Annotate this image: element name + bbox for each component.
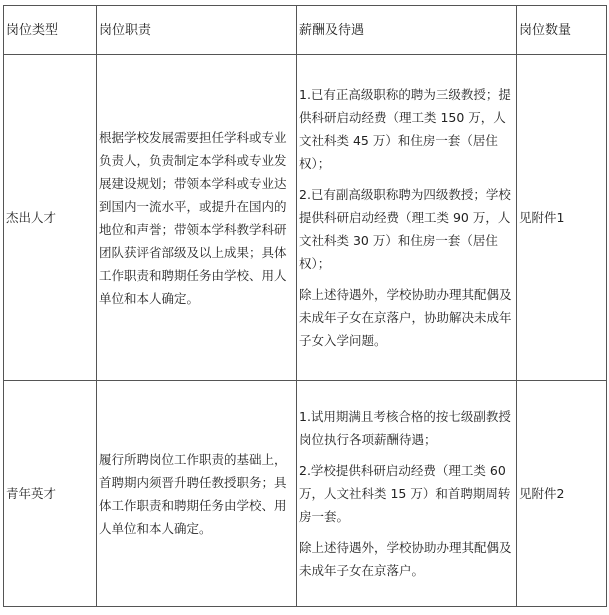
position-type-cell: 杰出人才 <box>4 55 97 381</box>
header-position-type: 岗位类型 <box>4 6 97 55</box>
benefit-item: 2.已有副高级职称聘为四级教授；学校提供科研启动经费（理工类 90 万，人文社科类 30 万）和住房一套（居住权）； <box>299 187 511 271</box>
position-type-cell: 青年英才 <box>4 381 97 607</box>
position-duty-cell: 根据学校发展需要担任学科或专业负责人，负责制定本学科或专业发展建设规划；带领本学科或专业达到国内一流水平，或提升在国内的地位和声誉；带领本学科教学科研团队获评省部级及以上成果；具体工作职责和聘期任务由学校、用人单位和本人确定。 <box>97 55 297 381</box>
benefit-item: 除上述待遇外，学校协助办理其配偶及未成年子女在京落户，协助解决未成年子女入学问题。 <box>299 287 512 348</box>
position-count-cell: 见附件1 <box>517 55 607 381</box>
table-row <box>4 381 607 607</box>
header-position-duty: 岗位职责 <box>97 6 297 55</box>
benefit-item: 1.试用期满且考核合格的按七级副教授岗位执行各项薪酬待遇； <box>299 409 511 447</box>
benefit-item: 1.已有正高级职称的聘为三级教授；提供科研启动经费（理工类 150 万，人文社科类 45 万）和住房一套（居住权）； <box>299 87 511 171</box>
benefits-cell <box>297 381 517 607</box>
header-salary-benefits: 薪酬及待遇 <box>297 6 517 55</box>
benefits-cell <box>297 55 517 381</box>
position-duty-cell: 履行所聘岗位工作职责的基础上，首聘期内须晋升聘任教授职务；具体工作职责和聘期任务由学校、用人单位和本人确定。 <box>97 381 297 607</box>
benefit-item: 2.学校提供科研启动经费（理工类 60 万，人文社科类 15 万）和首聘期周转房一套。 <box>299 463 511 524</box>
table-header-row <box>4 6 607 55</box>
position-count-cell: 见附件2 <box>517 381 607 607</box>
table-row <box>4 55 607 381</box>
header-position-count: 岗位数量 <box>517 6 607 55</box>
position-table <box>3 5 607 607</box>
benefit-item: 除上述待遇外，学校协助办理其配偶及未成年子女在京落户。 <box>299 540 512 578</box>
